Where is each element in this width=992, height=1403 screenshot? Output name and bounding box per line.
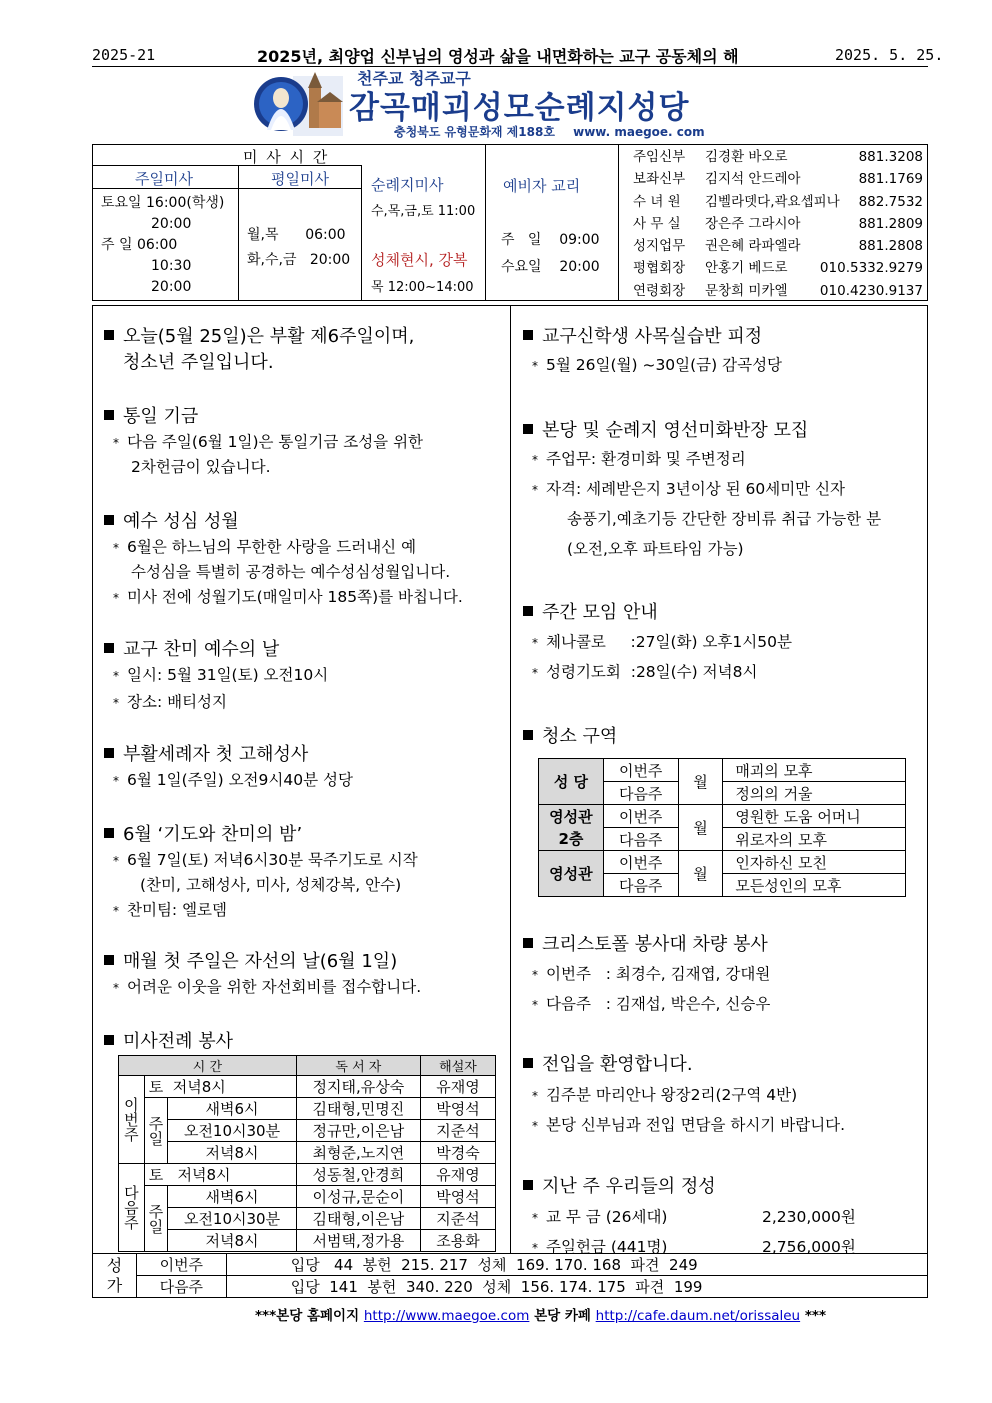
cleaning-next-week: 다음주 — [603, 782, 678, 805]
header-rule — [92, 66, 928, 67]
liturgy-commentator: 지준석 — [421, 1208, 496, 1230]
staff-row — [633, 235, 923, 257]
staff-row — [633, 168, 923, 190]
staff-phone: 881.2808 — [858, 238, 923, 255]
staff-phone: 881.2809 — [858, 215, 923, 232]
christopher-this-week: * 이번주 : 최경수, 김재엽, 강대원 — [532, 965, 771, 983]
section-christopher: 크리스토폴 봉사대 차량 봉사 — [523, 930, 768, 956]
issue-number: 2025-21 — [92, 46, 156, 64]
cafe-link[interactable]: http://cafe.daum.net/orissaleu — [595, 1308, 801, 1324]
sacred-heart-line2: 수성심을 특별히 공경하는 예수성심성월입니다. — [131, 563, 451, 581]
cleaning-this-week: 이번주 — [603, 805, 678, 828]
cleaning-month: 월 — [678, 759, 723, 805]
staff-role: 성지업무 — [633, 238, 686, 255]
staff-name: 김경환 바오로 — [705, 149, 788, 165]
offering-tithe-amount: 2,230,000원 — [762, 1208, 856, 1226]
cleaning-group: 정의의 거울 — [723, 782, 906, 805]
staff-role: 수 녀 원 — [633, 193, 681, 210]
section-liturgy: 미사전례 봉사 — [104, 1027, 233, 1053]
section-seminarian-retreat: 교구신학생 사목실습반 피정 — [523, 322, 762, 348]
heritage-line — [394, 123, 705, 140]
header-commentator: 해설자 — [421, 1056, 496, 1076]
column-divider — [510, 305, 511, 1253]
staff-name: 권은혜 라파엘라 — [705, 238, 801, 255]
staff-name: 안홍기 베드로 — [705, 260, 788, 277]
section-welcome: 전입을 환영합니다. — [523, 1050, 693, 1076]
unification-line1: * 다음 주일(6월 1일)은 통일기금 조성을 위한 — [113, 433, 424, 451]
welcome-line2: * 본당 신부님과 전입 면담을 하시기 바랍니다. — [532, 1116, 846, 1134]
charity-day-line: * 어려운 이웃을 위한 자선회비를 접수합니다. — [113, 978, 422, 996]
praise-day-place: * 장소: 배티성지 — [113, 693, 227, 711]
header-readers: 독 서 자 — [296, 1056, 420, 1076]
heritage-text: 충청북도 유형문화재 제188호 — [394, 125, 555, 139]
footer — [255, 1304, 826, 1324]
liturgy-time: 토 저녁8시 — [144, 1164, 296, 1186]
sacred-heart-line3: * 미사 전에 성월기도(매일미사 185쪽)를 바칩니다. — [113, 588, 463, 606]
liturgy-time: 오전10시30분 — [168, 1120, 297, 1142]
section-first-confession: 부활세례자 첫 고해성사 — [104, 740, 308, 766]
choir-this-week: 입당 44 봉헌 215. 217 성체 169. 170. 168 파견 249 — [226, 1254, 927, 1276]
sunday-label: 주일 — [144, 1098, 168, 1164]
section-charity-day: 매월 첫 주일은 자선의 날(6월 1일) — [104, 947, 397, 973]
sacred-heart-line1: * 6월은 하느님의 무한한 사랑을 드러내신 예 — [113, 538, 417, 556]
schedule-title: 미 사 시 간 — [243, 148, 330, 166]
prayer-night-line1: * 6월 7일(토) 저녁6시30분 묵주기도로 시작 — [113, 851, 418, 869]
meeting-cenacolo: * 체나콜로 :27일(화) 오후1시50분 — [532, 633, 792, 651]
offering-tithe: * 교 무 금 (26세대) — [532, 1208, 668, 1226]
catechism-label: 예비자 교리 — [503, 177, 581, 195]
cleaning-group: 위로자의 모후 — [723, 828, 906, 851]
cleaning-next-week: 다음주 — [603, 828, 678, 851]
liturgy-time: 새벽6시 — [168, 1098, 297, 1120]
schedule-box — [92, 144, 928, 301]
cleaning-this-week: 이번주 — [603, 851, 678, 874]
cleaning-next-week: 다음주 — [603, 874, 678, 897]
staff-name: 김벨라뎃다,곽요셉피나 — [705, 193, 840, 210]
liturgy-commentator: 유재영 — [421, 1164, 496, 1186]
cleaning-area: 영성관 2층 — [539, 805, 604, 851]
recruit-duty: * 주업무: 환경미화 및 주변정리 — [532, 450, 746, 468]
liturgy-readers: 김태형,민명진 — [296, 1098, 420, 1120]
header-time: 시 간 — [119, 1056, 297, 1076]
section-unification: 통일 기금 — [104, 402, 198, 428]
sunday-label: 주일 — [144, 1186, 168, 1252]
liturgy-commentator: 박경숙 — [421, 1142, 496, 1164]
praise-day-date: * 일시: 5월 31일(토) 오전10시 — [113, 666, 329, 684]
section-sunday-title: 오늘(5월 25일)은 부활 제6주일이며, — [104, 322, 414, 348]
homepage-link[interactable]: http://www.maegoe.com — [363, 1308, 530, 1324]
liturgy-time: 저녁8시 — [168, 1230, 297, 1252]
weekday-mass-label: 평일미사 — [271, 170, 329, 188]
section-praise-day: 교구 찬미 예수의 날 — [104, 635, 279, 661]
section-sacred-heart: 예수 성심 성월 — [104, 507, 239, 533]
staff-role: 평협회장 — [633, 260, 686, 277]
welcome-line1: * 김주분 마리안나 왕장2리(2구역 4반) — [532, 1086, 798, 1104]
liturgy-time: 오전10시30분 — [168, 1208, 297, 1230]
staff-row — [633, 191, 923, 213]
cleaning-group: 인자하신 모친 — [723, 851, 906, 874]
website-text[interactable]: www. maegoe. com — [573, 125, 705, 139]
section-cleaning: 청소 구역 — [523, 722, 617, 748]
cleaning-this-week: 이번주 — [603, 759, 678, 782]
staff-name: 김지석 안드레아 — [705, 171, 801, 188]
liturgy-time: 새벽6시 — [168, 1186, 297, 1208]
staff-row — [633, 257, 923, 279]
footer-prefix: ***본당 홈페이지 — [255, 1308, 360, 1324]
church-logo-icon — [253, 68, 345, 140]
cleaning-month: 월 — [678, 805, 723, 851]
liturgy-readers: 김태형,이은남 — [296, 1208, 420, 1230]
choir-this-week-label: 이번주 — [136, 1254, 226, 1276]
section-offerings: 지난 주 우리들의 정성 — [523, 1172, 716, 1198]
liturgy-commentator: 유재영 — [421, 1076, 496, 1098]
staff-row — [633, 280, 923, 302]
footer-suffix: *** — [804, 1308, 827, 1324]
cleaning-area: 성 당 — [539, 759, 604, 805]
recruit-qualification-2: 송풍기,예초기등 간단한 장비류 취급 가능한 분 — [567, 510, 882, 528]
staff-name: 장은주 그라시아 — [705, 215, 801, 232]
offering-sunday: * 주일헌금 (441명) — [532, 1238, 668, 1256]
cleaning-month: 월 — [678, 851, 723, 897]
sunday-mass-label: 주일미사 — [135, 170, 193, 188]
liturgy-commentator: 조용화 — [421, 1230, 496, 1252]
christopher-next-week: * 다음주 : 김재섭, 박은수, 신승우 — [532, 995, 771, 1013]
cafe-label: 본당 카페 — [534, 1308, 591, 1324]
liturgy-readers: 이성규,문순이 — [296, 1186, 420, 1208]
section-recruit: 본당 및 순례지 영선미화반장 모집 — [523, 416, 808, 442]
choir-next-week-label: 다음주 — [136, 1276, 226, 1298]
section-sunday-title-2: 청소년 주일입니다. — [123, 352, 274, 373]
choir-table — [92, 1253, 928, 1298]
staff-role: 연령회장 — [633, 282, 686, 299]
year-motto: 2025년, 최양업 신부님의 영성과 삶을 내면화하는 교구 공동체의 해 — [257, 47, 739, 66]
diocese-name: 천주교 청주교구 — [357, 69, 471, 88]
liturgy-readers: 서범택,정가용 — [296, 1230, 420, 1252]
staff-phone: 881.3208 — [858, 149, 923, 165]
prayer-night-line3: * 찬미팀: 엘로뎀 — [113, 901, 227, 919]
liturgy-readers: 성동철,안경희 — [296, 1164, 420, 1186]
liturgy-readers: 정지태,유상숙 — [296, 1076, 420, 1098]
cleaning-group: 영원한 도움 어머니 — [723, 805, 906, 828]
liturgy-commentator: 박영석 — [421, 1098, 496, 1120]
issue-date: 2025. 5. 25. — [835, 46, 944, 64]
cleaning-table — [538, 758, 906, 897]
weekday-schedule: 월,목 06:00 화,수,금 20:00 — [247, 227, 351, 268]
cleaning-group: 매괴의 모후 — [723, 759, 906, 782]
catechism-schedule: 주 일 09:00 수요일 20:00 — [501, 232, 600, 275]
staff-row — [633, 146, 923, 168]
cleaning-area: 영성관 — [539, 851, 604, 897]
liturgy-table — [118, 1055, 496, 1252]
liturgy-time: 저녁8시 — [168, 1142, 297, 1164]
section-prayer-night: 6월 ‘기도와 찬미의 밤’ — [104, 820, 302, 846]
staff-directory — [633, 146, 923, 302]
staff-role: 사 무 실 — [633, 215, 681, 232]
unification-line2: 2차헌금이 있습니다. — [131, 458, 271, 476]
pilgrim-mass-label: 순례지미사 — [371, 176, 444, 194]
liturgy-readers: 정규만,이은남 — [296, 1120, 420, 1142]
adoration-time: 목 12:00~14:00 — [371, 280, 474, 295]
liturgy-readers: 최형준,노지연 — [296, 1142, 420, 1164]
staff-row — [633, 213, 923, 235]
choir-next-week: 입당 141 봉헌 340. 220 성체 156. 174. 175 파견 199 — [226, 1276, 927, 1298]
church-name: 감곡매괴성모순례지성당 — [349, 90, 690, 126]
pilgrim-mass-time: 수,목,금,토 11:00 — [371, 204, 476, 219]
meeting-charismatic: * 성령기도회 :28일(수) 저녁8시 — [532, 663, 758, 681]
recruit-qualification: * 자격: 세례받은지 3년이상 된 60세미만 신자 — [532, 480, 846, 498]
prayer-night-line2: (찬미, 고해성사, 미사, 성체강복, 안수) — [140, 876, 402, 894]
staff-role: 주임신부 — [633, 149, 686, 165]
staff-phone: 881.1769 — [858, 171, 923, 188]
adoration-label: 성체현시, 강복 — [371, 251, 468, 269]
offering-sunday-amount: 2,756,000원 — [762, 1238, 856, 1256]
choir-label: 성 가 — [93, 1254, 137, 1298]
sunday-schedule: 토요일 16:00(학생) 20:00 주 일 06:00 10:30 20:00 — [101, 195, 225, 295]
staff-name: 문창희 미카엘 — [705, 282, 788, 299]
next-week-label: 다음주 — [119, 1164, 145, 1252]
staff-phone: 010.5332.9279 — [819, 260, 923, 277]
section-weekly-meetings: 주간 모임 안내 — [523, 598, 658, 624]
first-confession-line: * 6월 1일(주일) 오전9시40분 성당 — [113, 771, 353, 789]
liturgy-time: 토 저녁8시 — [144, 1076, 296, 1098]
seminarian-retreat-line: * 5월 26일(월) ~30일(금) 감곡성당 — [532, 356, 783, 374]
staff-role: 보좌신부 — [633, 171, 686, 188]
recruit-qualification-3: (오전,오후 파트타임 가능) — [567, 540, 744, 558]
staff-phone: 010.4230.9137 — [819, 282, 923, 299]
cleaning-group: 모든성인의 모후 — [723, 874, 906, 897]
this-week-label: 이번주 — [119, 1076, 145, 1164]
staff-phone: 882.7532 — [858, 193, 923, 210]
liturgy-commentator: 박영석 — [421, 1186, 496, 1208]
liturgy-commentator: 지준석 — [421, 1120, 496, 1142]
